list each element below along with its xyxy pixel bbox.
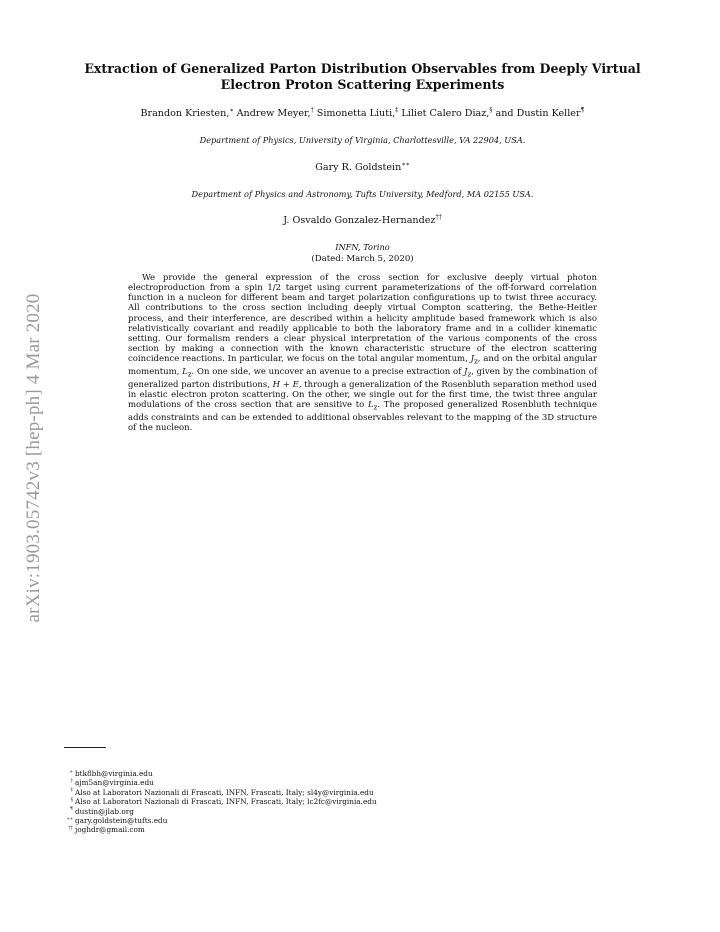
affiliation-virginia: Department of Physics, University of Virginia, Charlottesville, VA 22904, USA.	[199, 135, 526, 145]
abstract-text: We provide the general expression of the cross section for exclusive deeply virtual photon electroproduction from a spin 1/2 target using current parameterizations of the off-forward correlation function in a nucleon for different beam and target polarization configurations up to twist three accuracy. All contributions to the cross section including deeply virtual Compton scattering, the Bethe-Heitler process, and their interference, are described within a helicity amplitude based framework which is also relativistically covariant and readily applicable to both the laboratory frame and in a collider kinematic setting. Our formalism renders a clear physical interpretation of the various components of the cross section by making a connection with the known characteristic structure of the electron scattering coincidence reactions. In particular, we focus on the total angular momentum,	[128, 273, 597, 365]
abstract-text: , given by the combination of generalized parton distributions,	[128, 367, 597, 390]
paper-title	[80, 61, 645, 93]
author-mark: †	[310, 106, 314, 114]
author-mark: ¶	[580, 106, 585, 114]
author-mark: ∗∗	[401, 160, 410, 168]
abstract-text: , through a generalization of the Rosenbluth separation method used in elastic electron proton scattering. On the other, we single out for the first time, the twist three angular modulations of the cross section that are sensitive to	[128, 379, 597, 411]
abstract-text: . The proposed generalized Rosenbluth technique adds constraints and can be extended to additional observables relevant to the mapping of the 3D structure of the nucleon.	[128, 400, 597, 434]
abstract-text: . On one side, we uncover an avenue to a precise extraction of	[191, 367, 465, 378]
author-list	[95, 108, 630, 119]
footnote-rule	[64, 747, 106, 748]
math-symbol: J	[470, 354, 475, 365]
author-name: Gary R. Goldstein	[315, 162, 402, 173]
math-subscript: z	[467, 369, 472, 379]
footnote: † ajm5an@virginia.edu	[70, 778, 154, 788]
abstract-text: , and on the orbital angular momentum,	[128, 354, 597, 378]
math-subscript: z	[187, 369, 192, 379]
author-mark: ‡	[395, 106, 399, 114]
footnote-text: gary.goldstein@tufts.edu	[75, 816, 168, 826]
footnote-text: dustin@jlab.org	[75, 806, 134, 816]
math-expression: H + E	[272, 379, 299, 390]
footnote-text: ajm5an@virginia.edu	[75, 778, 154, 788]
math-subscript: z	[474, 356, 478, 366]
arxiv-identifier: arXiv:1903.05742v3 [hep-ph] 4 Mar 2020	[23, 293, 44, 623]
author-gonzalez-hernandez	[80, 215, 645, 226]
footnote-text: Also at Laboratori Nazionali di Frascati, INFN, Frascati, Italy; sl4y@virginia.edu	[75, 787, 374, 797]
author-mark: ∗	[229, 106, 234, 114]
title-line-2: Electron Proton Scattering Experiments	[220, 77, 505, 92]
footnote: ¶ dustin@jlab.org	[69, 806, 134, 816]
abstract	[128, 273, 597, 433]
math-symbol: J	[464, 367, 468, 378]
math-subscript: z	[373, 402, 378, 412]
footnote-text: joghdr@gmail.com	[75, 825, 145, 835]
author-mark: §	[489, 106, 493, 114]
affiliation-tufts: Department of Physics and Astronomy, Tufts University, Medford, MA 02155 USA.	[191, 189, 534, 199]
dated-line: (Dated: March 5, 2020)	[311, 254, 414, 264]
author-name: Simonetta Liuti,	[313, 108, 396, 119]
author-name: Brandon Kriesten,	[140, 108, 230, 119]
title-line-1: Extraction of Generalized Parton Distribution Observables from Deeply Virtual	[84, 61, 641, 76]
author-goldstein	[80, 162, 645, 173]
footnote-text: btk8bh@virginia.edu	[75, 769, 153, 778]
footnote: § Also at Laboratori Nazionali di Frascati, INFN, Frascati, Italy; lc2fc@virginia.edu	[70, 797, 377, 807]
author-name: and Dustin Keller	[492, 108, 581, 119]
footnote: †† joghdr@gmail.com	[68, 825, 145, 835]
author-name: Liliet Calero Diaz,	[398, 108, 490, 119]
footnotes	[61, 769, 561, 835]
math-symbol: L	[182, 367, 188, 378]
footnote: ∗ btk8bh@virginia.edu	[69, 769, 153, 778]
footnote-text: Also at Laboratori Nazionali di Frascati, INFN, Frascati, Italy; lc2fc@virginia.edu	[75, 797, 377, 807]
author-mark: ††	[435, 213, 442, 221]
affiliation-infn: INFN, Torino	[335, 242, 390, 252]
footnote: ‡ Also at Laboratori Nazionali di Frascati, INFN, Frascati, Italy; sl4y@virginia.edu	[70, 787, 374, 797]
math-symbol: L	[367, 400, 374, 411]
author-name: J. Osvaldo Gonzalez-Hernandez	[283, 215, 436, 226]
footnote: ∗∗ gary.goldstein@tufts.edu	[66, 816, 168, 826]
author-name: Andrew Meyer,	[233, 108, 311, 119]
